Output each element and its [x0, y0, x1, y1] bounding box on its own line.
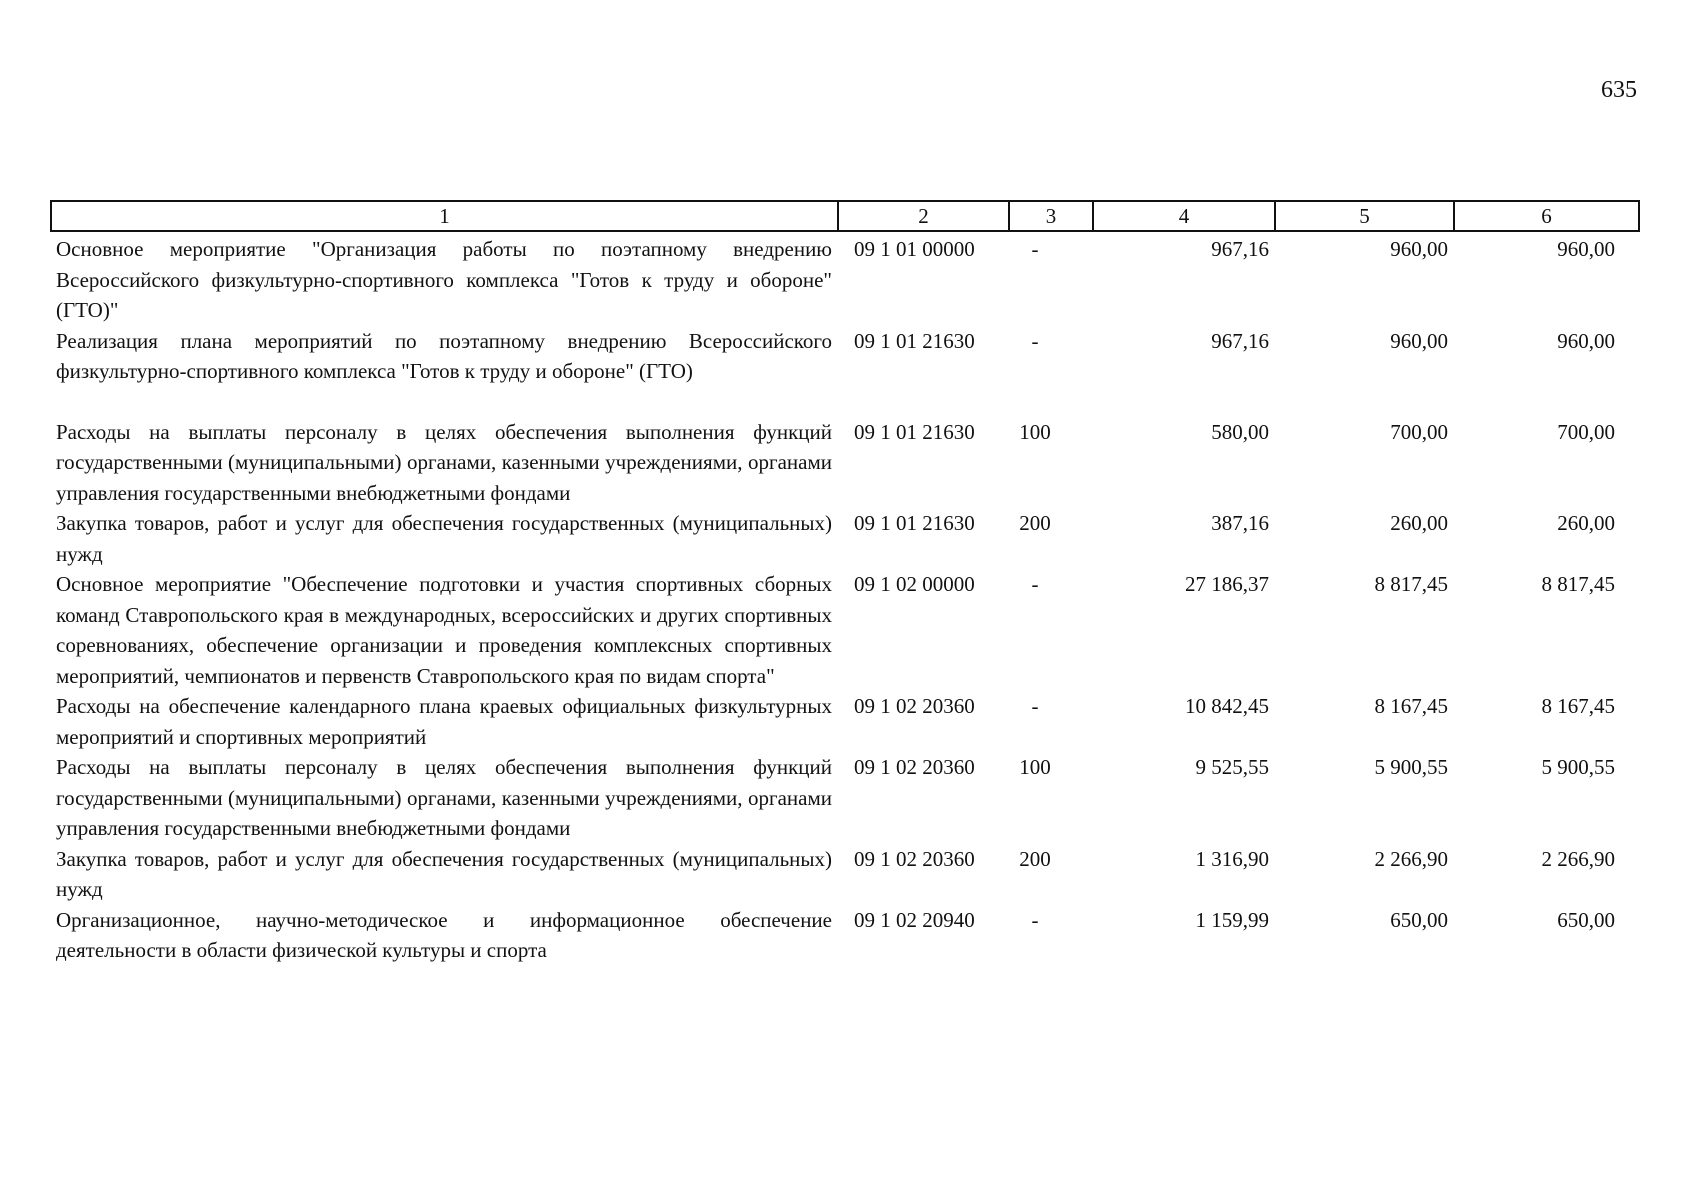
table-body — [51, 231, 1639, 966]
row-name: Основное мероприятие "Обеспечение подготовки и участия спортивных сборных команд Ставропольского края в международных, всероссийских и других спортивных соревнованиях, обеспечение организации и проведения комплексных спортивных мероприятий, чемпионатов и первенств Ставропольского края по видам спорта" — [56, 572, 832, 688]
row-expense-type: - — [1031, 237, 1039, 261]
row-value-col5: 960,00 — [1390, 328, 1448, 353]
table-row — [51, 691, 1639, 752]
row-value-col4: 10 842,45 — [1185, 694, 1269, 718]
row-name: Расходы на обеспечение календарного плана краевых официальных физкультурных мероприятий и спортивных мероприятий — [56, 694, 832, 749]
row-value-col4: 1 316,90 — [1195, 846, 1269, 871]
table-row — [51, 417, 1639, 509]
table-row — [51, 844, 1639, 905]
row-value-col6: 650,00 — [1557, 907, 1615, 932]
row-code: 09 1 02 20360 — [854, 694, 975, 718]
row-expense-type: - — [1031, 328, 1039, 353]
table-header — [51, 201, 1639, 231]
row-value-col6: 8 167,45 — [1541, 694, 1615, 718]
row-code: 09 1 01 00000 — [854, 237, 975, 261]
column-header-3: 3 — [1009, 201, 1093, 231]
table-row — [51, 569, 1639, 691]
row-value-col6: 260,00 — [1557, 511, 1615, 535]
row-value-col4: 580,00 — [1211, 419, 1269, 444]
row-name: Закупка товаров, работ и услуг для обеспечения государственных (муниципальных) нужд — [56, 511, 832, 566]
row-value-col5: 8 817,45 — [1374, 572, 1448, 596]
table-row — [51, 508, 1639, 569]
row-name: Основное мероприятие "Организация работы по поэтапному внедрению Всероссийского физкультурно-спортивного комплекса "Готов к труду и обороне" (ГТО)" — [56, 237, 832, 322]
row-value-col5: 260,00 — [1390, 511, 1448, 535]
header-row — [51, 201, 1639, 231]
row-value-col5: 8 167,45 — [1374, 694, 1448, 718]
row-expense-type: 200 — [1019, 846, 1051, 871]
row-code: 09 1 02 00000 — [854, 572, 975, 596]
row-value-col4: 967,16 — [1211, 237, 1269, 261]
row-expense-type: - — [1031, 907, 1039, 932]
row-name: Закупка товаров, работ и услуг для обеспечения государственных (муниципальных) нужд — [56, 846, 832, 901]
row-expense-type: - — [1031, 572, 1039, 596]
row-expense-type: 100 — [1019, 755, 1051, 779]
row-code: 09 1 02 20360 — [854, 846, 975, 871]
row-code: 09 1 01 21630 — [854, 511, 975, 535]
row-code: 09 1 01 21630 — [854, 328, 975, 353]
budget-table — [50, 200, 1640, 966]
row-value-col4: 387,16 — [1211, 511, 1269, 535]
row-name: Расходы на выплаты персоналу в целях обеспечения выполнения функций государственными (муниципальными) органами, казенными учреждениями, органами управления государственными внебюджетными фондами — [56, 419, 832, 505]
row-value-col4: 27 186,37 — [1185, 572, 1269, 596]
row-value-col5: 960,00 — [1390, 237, 1448, 261]
row-code: 09 1 02 20360 — [854, 755, 975, 779]
page-number: 635 — [1601, 77, 1637, 103]
row-value-col6: 960,00 — [1557, 328, 1615, 353]
column-header-4: 4 — [1093, 201, 1275, 231]
row-value-col6: 960,00 — [1557, 237, 1615, 261]
table-row — [51, 231, 1639, 326]
row-value-col5: 650,00 — [1390, 907, 1448, 932]
column-header-1: 1 — [51, 201, 838, 231]
row-expense-type: 100 — [1019, 419, 1051, 444]
row-value-col6: 8 817,45 — [1541, 572, 1615, 596]
column-header-6: 6 — [1454, 201, 1639, 231]
table-row — [51, 326, 1639, 417]
row-name: Реализация плана мероприятий по поэтапному внедрению Всероссийского физкультурно-спортивного комплекса "Готов к труду и обороне" (ГТО) — [56, 328, 832, 383]
row-code: 09 1 01 21630 — [854, 419, 975, 444]
table-row — [51, 752, 1639, 844]
row-value-col6: 700,00 — [1557, 419, 1615, 444]
row-name: Организационное, научно-методическое и информационное обеспечение деятельности в области физической культуры и спорта — [56, 907, 832, 962]
row-value-col4: 9 525,55 — [1195, 755, 1269, 779]
row-value-col4: 967,16 — [1211, 328, 1269, 353]
row-value-col6: 2 266,90 — [1541, 846, 1615, 871]
table-row — [51, 905, 1639, 966]
row-expense-type: - — [1031, 694, 1039, 718]
row-expense-type: 200 — [1019, 511, 1051, 535]
column-header-5: 5 — [1275, 201, 1454, 231]
row-value-col5: 2 266,90 — [1374, 846, 1448, 871]
row-value-col5: 700,00 — [1390, 419, 1448, 444]
row-name: Расходы на выплаты персоналу в целях обеспечения выполнения функций государственными (муниципальными) органами, казенными учреждениями, органами управления государственными внебюджетными фондами — [56, 755, 832, 840]
row-value-col6: 5 900,55 — [1541, 755, 1615, 779]
row-code: 09 1 02 20940 — [854, 907, 975, 932]
column-header-2: 2 — [838, 201, 1009, 231]
row-value-col5: 5 900,55 — [1374, 755, 1448, 779]
row-value-col4: 1 159,99 — [1195, 907, 1269, 932]
